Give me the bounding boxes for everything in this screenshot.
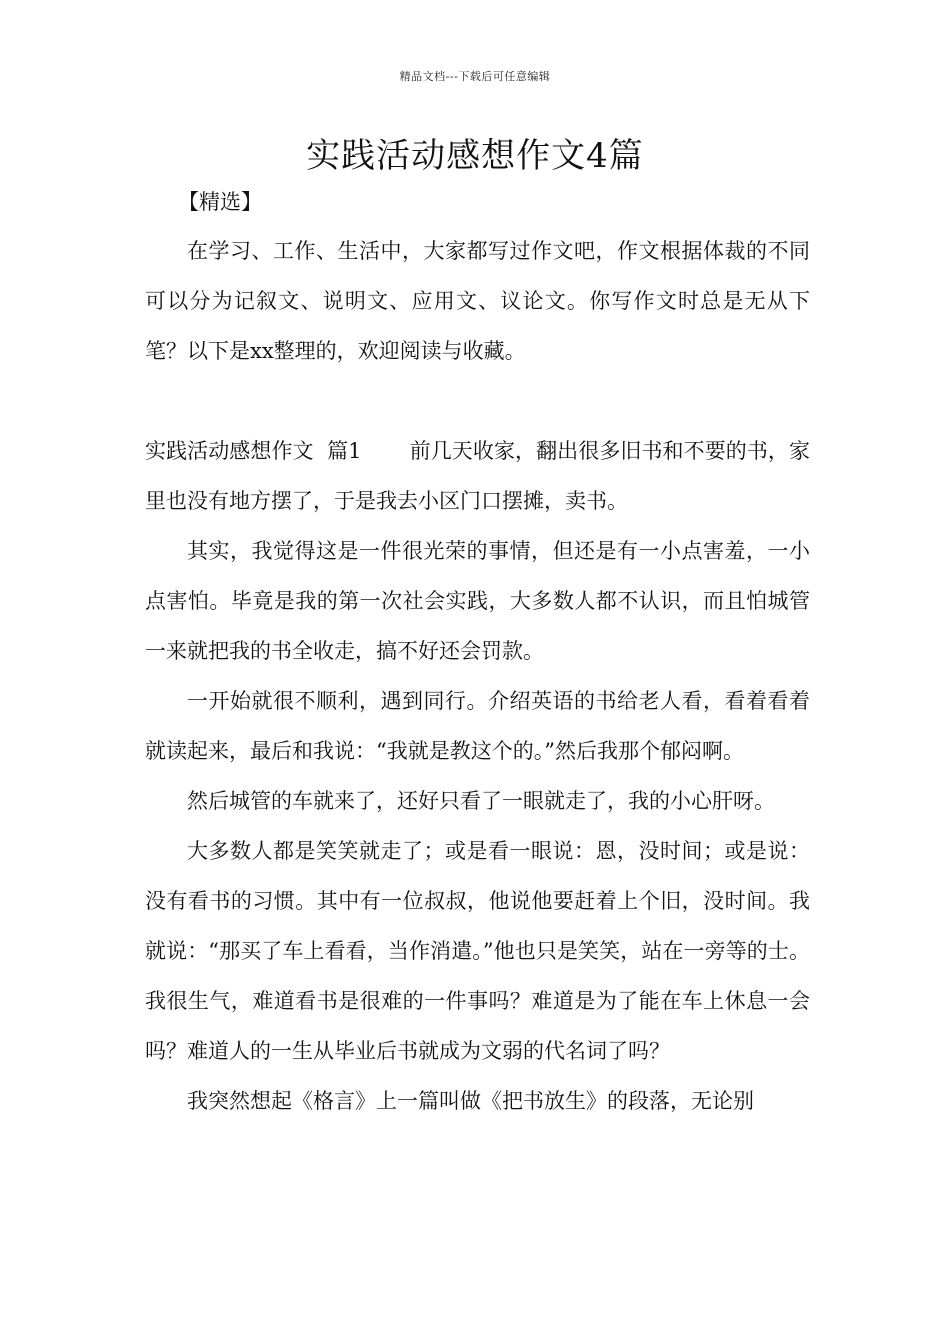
section-1-first-text: 前几天收家，翻出很多旧书和不要的书，家里也没有地方摆了，于是我去小区门口摆摊，卖书。 [145, 439, 811, 513]
body-paragraph: 然后城管的车就来了，还好只看了一眼就走了，我的小心肝呀。 [187, 789, 775, 813]
body-paragraph: 我突然想起《格言》上一篇叫做《把书放生》的段落，无论别 [187, 1089, 754, 1113]
selection-label: 【精选】 [178, 190, 262, 214]
header-note: 精品文档---下载后可任意编辑 [399, 70, 551, 83]
section-1-paragraph [145, 426, 810, 526]
body-paragraph: 一开始就很不顺利，遇到同行。介绍英语的书给老人看，看着看着就读起来，最后和我说：“我就是教这个的。”然后我那个郁闷啊。 [145, 689, 810, 763]
body-paragraph: 其实，我觉得这是一件很光荣的事情，但还是有一小点害羞，一小点害怕。毕竟是我的第一次社会实践，大多数人都不认识，而且怕城管一来就把我的书全收走，搞不好还会罚款。 [145, 539, 810, 663]
body-paragraph: 大多数人都是笑笑就走了；或是看一眼说：恩，没时间；或是说：没有看书的习惯。其中有一位叔叔，他说他要赶着上个旧，没时间。我就说：“那买了车上看看，当作消遣。”他也只是笑笑，站在一旁等的士。我很生气，难道看书是很难的一件事吗？难道是为了能在车上休息一会吗？难道人的一生从毕业后书就成为文弱的代名词了吗？ [145, 839, 810, 1063]
blank-line [145, 376, 810, 426]
intro-paragraph: 在学习、工作、生活中，大家都写过作文吧，作文根据体裁的不同可以分为记叙文、说明文、应用文、议论文。你写作文时总是无从下笔？以下是xx整理的，欢迎阅读与收藏。 [145, 239, 810, 363]
section-1-heading: 实践活动感想作文 篇1 [145, 439, 362, 463]
document-body [145, 226, 810, 1126]
document-title: 实践活动感想作文4篇 [306, 136, 644, 176]
